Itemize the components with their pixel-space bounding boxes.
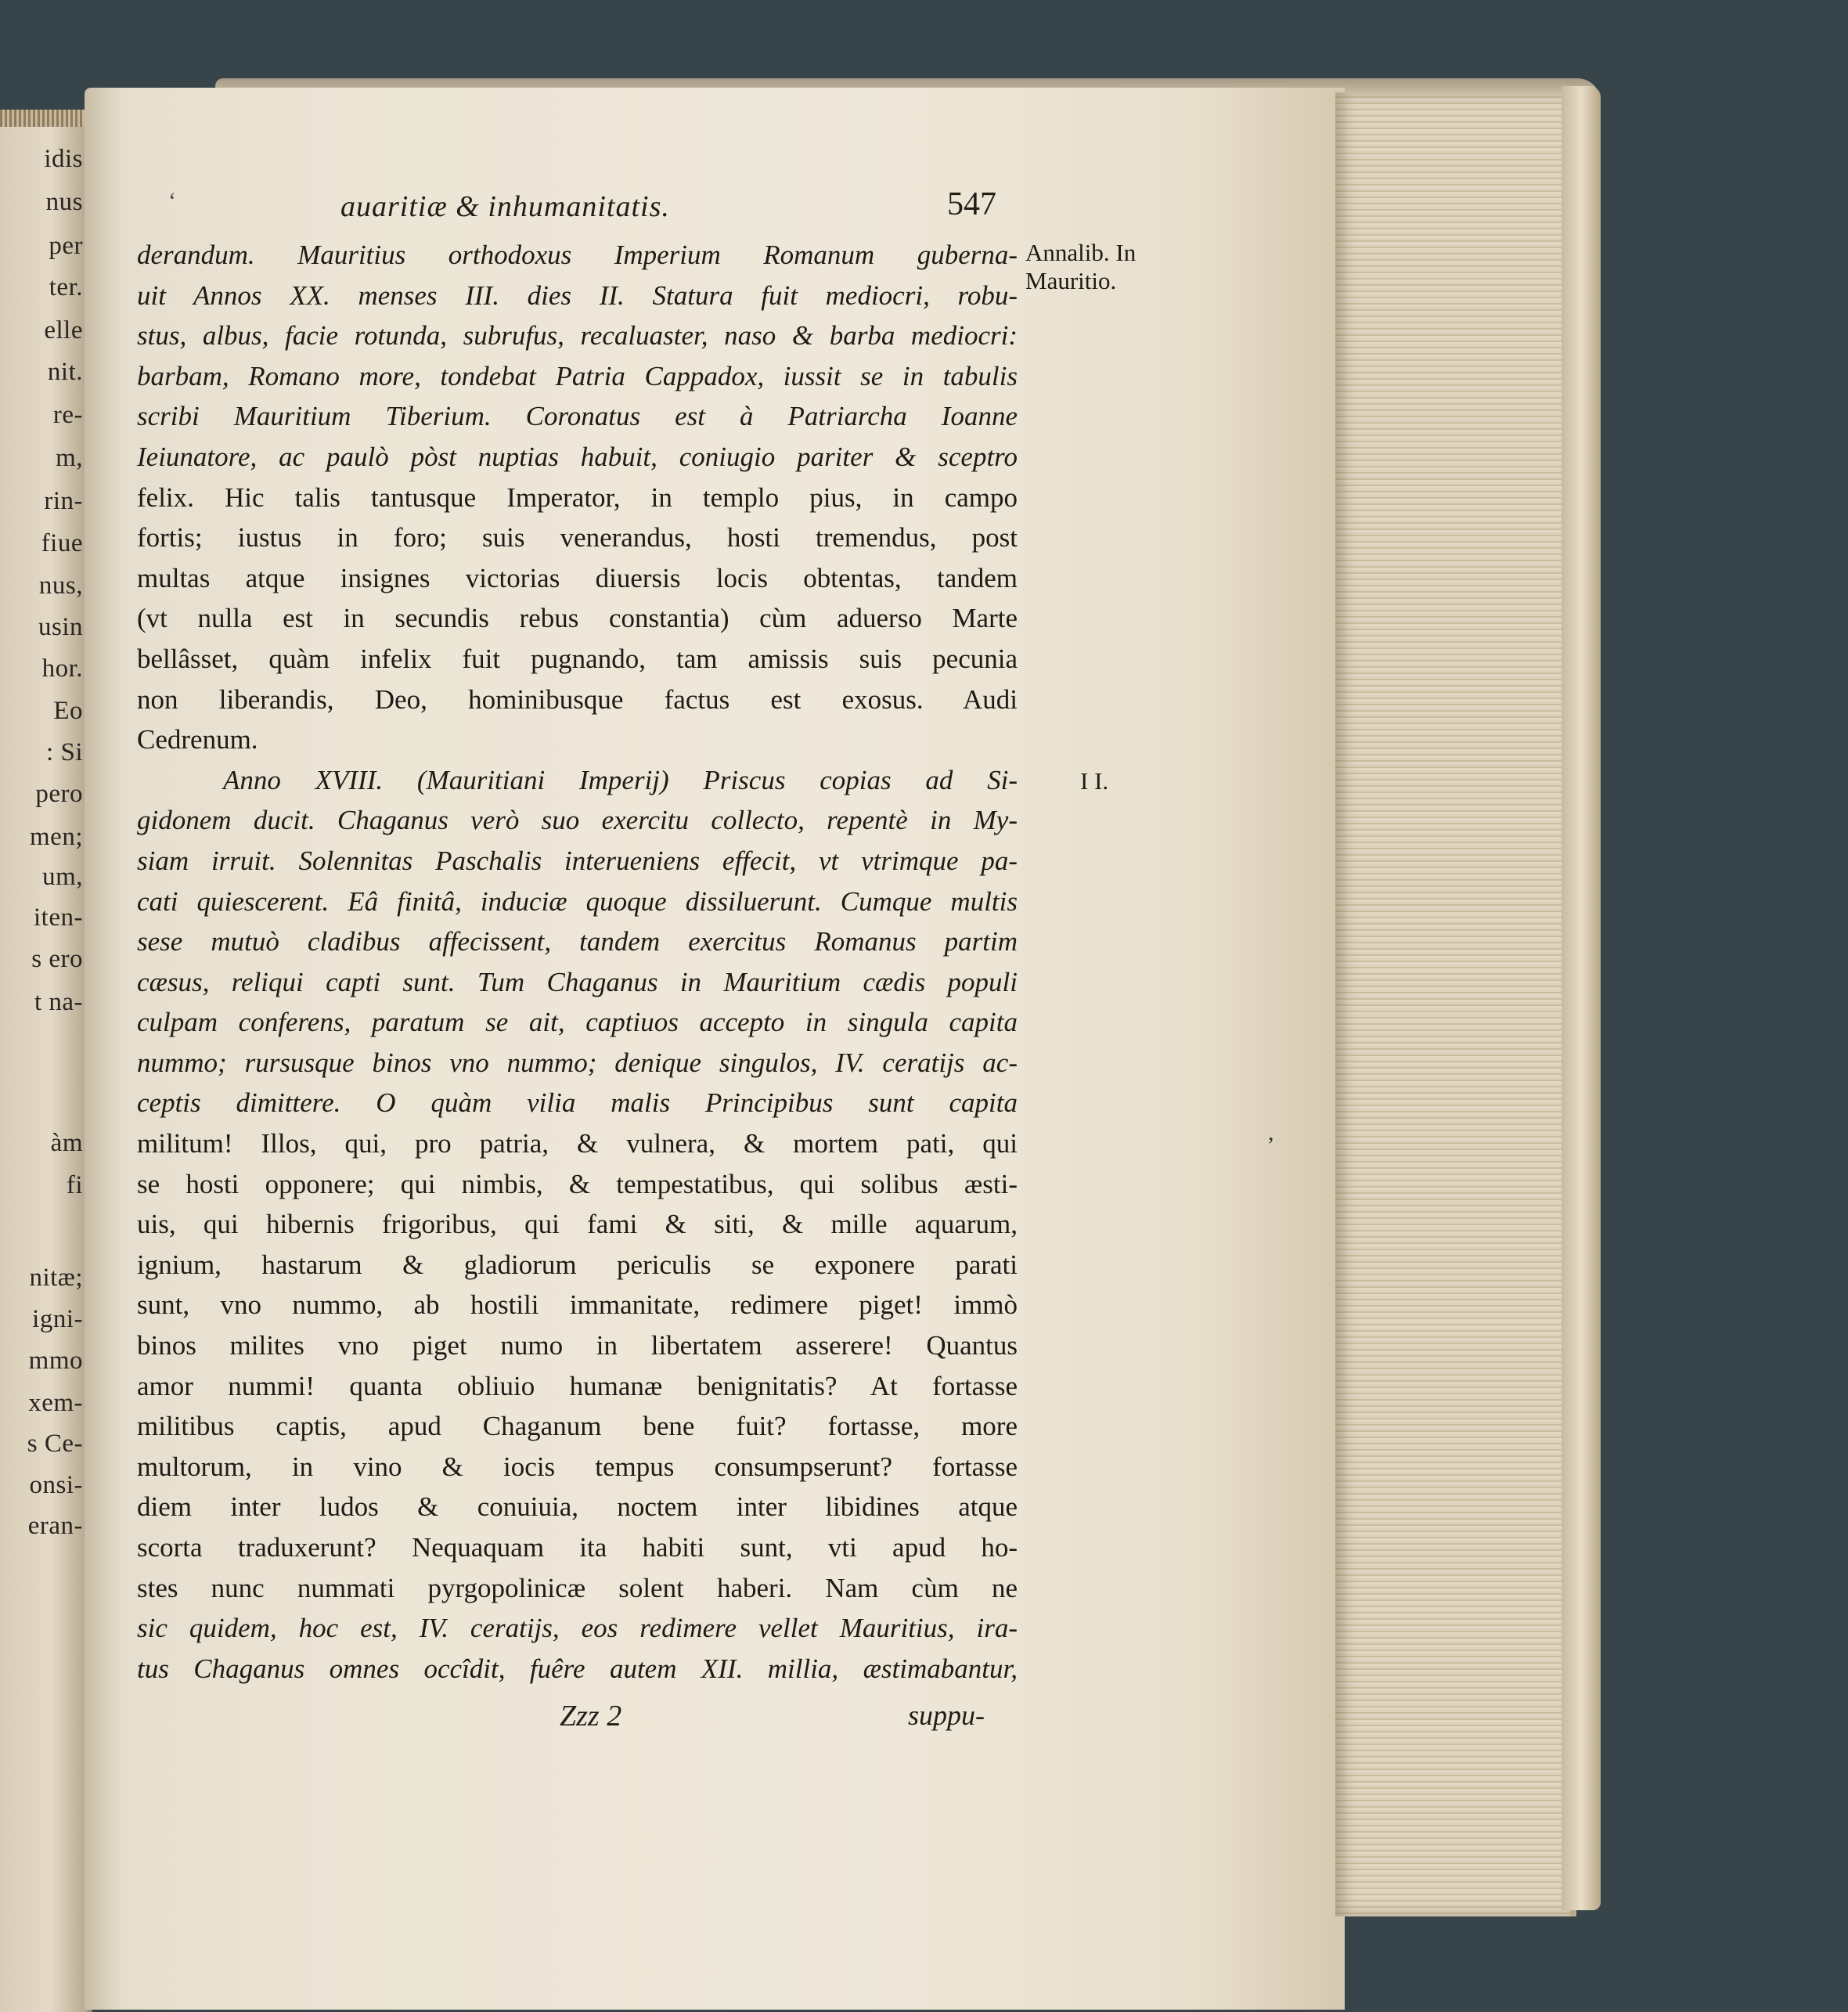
left-page-fragment: àm xyxy=(50,1129,83,1157)
left-page-fragment: hor. xyxy=(41,654,83,683)
left-page-fragment: nit. xyxy=(47,358,83,386)
body-line: Cedrenum. xyxy=(137,724,258,755)
body-line: ignium, hastarum & gladiorum periculis se exponere parati xyxy=(137,1249,1018,1280)
left-page-fragment: Eo xyxy=(53,697,83,725)
stray-ink-mark: , xyxy=(1268,1120,1274,1145)
running-title: auaritiæ & inhumanitatis. xyxy=(340,190,670,223)
body-line: scribi Mauritium Tiberium. Coronatus est à Patriarcha Ioanne xyxy=(137,401,1018,432)
left-page-fragment: elle xyxy=(44,316,83,344)
body-line: derandum. Mauritius orthodoxus Imperium Romanum guberna- xyxy=(137,240,1018,270)
body-line: culpam conferens, paratum se ait, captiuos accepto in singula capita xyxy=(137,1007,1018,1038)
body-line: uis, qui hibernis frigoribus, qui fami & siti, & mille aquarum, xyxy=(137,1209,1018,1240)
body-line: binos milites vno piget numo in libertatem asserere! Quantus xyxy=(137,1330,1018,1361)
body-line: cæsus, reliqui capti sunt. Tum Chaganus in Mauritium cædis populi xyxy=(137,966,1018,997)
body-line: sese mutuò cladibus affecissent, tandem exercitus Romanus partim xyxy=(137,926,1018,957)
body-line: multas atque insignes victorias diuersis locis obtentas, tandem xyxy=(137,562,1018,593)
body-line: siam irruit. Solennitas Paschalis interueniens effecit, vt vtrimque pa- xyxy=(137,845,1018,876)
printer-mark: ‘ xyxy=(168,188,176,214)
body-line: felix. Hic talis tantusque Imperator, in templo pius, in campo xyxy=(137,481,1018,513)
left-page-fragment: per xyxy=(49,232,83,260)
body-line: stus, albus, facie rotunda, subrufus, recaluaster, naso & barba mediocri: xyxy=(137,320,1018,352)
left-page-sliver xyxy=(0,110,92,2012)
left-page-fragment: pero xyxy=(35,780,83,808)
body-line: uit Annos XX. menses III. dies II. Statura fuit mediocri, robu- xyxy=(137,279,1018,311)
left-page-fragment: s Ce- xyxy=(27,1430,83,1458)
left-page-fragment: nitæ; xyxy=(29,1264,83,1292)
body-line: sic quidem, hoc est, IV. ceratijs, eos redimere vellet Mauritius, ira- xyxy=(137,1613,1018,1644)
body-text xyxy=(137,235,1018,1689)
body-line: nummo; rursusque binos vno nummo; denique singulos, IV. ceratijs ac- xyxy=(137,1047,1018,1078)
body-line: cati quiescerent. Eâ finitâ, induciæ quoque dissiluerunt. Cumque multis xyxy=(137,885,1018,917)
body-line: amor nummi! quanta obliuio humanæ benignitatis? At fortasse xyxy=(137,1370,1018,1401)
body-line: Ieiunatore, ac paulò pòst nuptias habuit, coniugio pariter & sceptro xyxy=(137,441,1018,472)
catchword: suppu- xyxy=(908,1700,985,1731)
body-line: diem inter ludos & conuiuia, noctem inter libidines atque xyxy=(137,1491,1018,1523)
marginal-note-annalib: Annalib. In Mauritio. xyxy=(1025,239,1137,294)
body-line: stes nunc nummati pyrgopolinicæ solent haberi. Nam cùm ne xyxy=(137,1572,1018,1603)
left-page-fragment: re- xyxy=(52,401,83,429)
left-page-fragment: s ero xyxy=(31,945,83,973)
body-line: bellâsset, quàm infelix fuit pugnando, tam amissis suis pecunia xyxy=(137,643,1018,674)
left-page-fragment: fiue xyxy=(41,529,83,557)
left-page-fragment: eran- xyxy=(27,1512,83,1540)
left-page-fragment: : Si xyxy=(46,738,83,766)
left-page-fragment: mmo xyxy=(28,1347,83,1375)
left-page-fragment: nus, xyxy=(38,572,83,600)
body-line: militum! Illos, qui, pro patria, & vulnera, & mortem pati, qui xyxy=(137,1128,1018,1159)
page-number: 547 xyxy=(947,186,996,222)
marginal-note-section-2: I I. xyxy=(1080,767,1109,795)
book-cover-edge xyxy=(1562,86,1601,1910)
left-page-fragment: m, xyxy=(56,444,83,472)
body-line: (vt nulla est in secundis rebus constantia) cùm aduerso Marte xyxy=(137,603,1018,634)
left-page-fragment: ter. xyxy=(49,273,83,301)
body-line: tus Chaganus omnes occîdit, fuêre autem XII. millia, æstimabantur, xyxy=(137,1653,1018,1684)
body-line: gidonem ducit. Chaganus verò suo exercitu collecto, repentè in My- xyxy=(137,805,1018,836)
body-line: Anno XVIII. (Mauritiani Imperij) Priscus copias ad Si- xyxy=(223,764,1018,795)
body-line: fortis; iustus in foro; suis venerandus, hosti tremendus, post xyxy=(137,522,1018,553)
left-page-fragment: men; xyxy=(30,823,83,851)
left-page-fragment: igni- xyxy=(32,1305,83,1333)
left-page-top-edge xyxy=(0,110,92,127)
body-line: se hosti opponere; qui nimbis, & tempestatibus, qui solibus æsti- xyxy=(137,1168,1018,1199)
left-page-fragment: fi xyxy=(66,1171,83,1199)
page-fore-edge xyxy=(1335,92,1576,1916)
body-line: barbam, Romano more, tondebat Patria Cappadox, iussit se in tabulis xyxy=(137,360,1018,391)
left-page-fragment: iten- xyxy=(34,903,83,932)
left-page-fragment: xem- xyxy=(28,1389,83,1417)
body-line: scorta traduxerunt? Nequaquam ita habiti sunt, vti apud ho- xyxy=(137,1532,1018,1563)
left-page-fragment: onsi- xyxy=(29,1471,83,1499)
left-page-fragment: um, xyxy=(42,863,83,891)
left-page-fragment: rin- xyxy=(44,487,83,515)
body-line: multorum, in vino & iocis tempus consumpserunt? fortasse xyxy=(137,1451,1018,1482)
left-page-fragment: usin xyxy=(38,613,83,641)
left-page-fragment: nus xyxy=(45,188,83,216)
body-line: non liberandis, Deo, hominibusque factus est exosus. Audi xyxy=(137,683,1018,715)
signature-mark: Zzz 2 xyxy=(560,1700,622,1733)
body-line: sunt, vno nummo, ab hostili immanitate, redimere piget! immò xyxy=(137,1289,1018,1321)
body-line: ceptis dimittere. O quàm vilia malis Principibus sunt capita xyxy=(137,1087,1018,1119)
left-page-fragment: t na- xyxy=(34,988,83,1016)
body-line: militibus captis, apud Chaganum bene fuit? fortasse, more xyxy=(137,1411,1018,1442)
left-page-fragment: idis xyxy=(44,145,83,173)
